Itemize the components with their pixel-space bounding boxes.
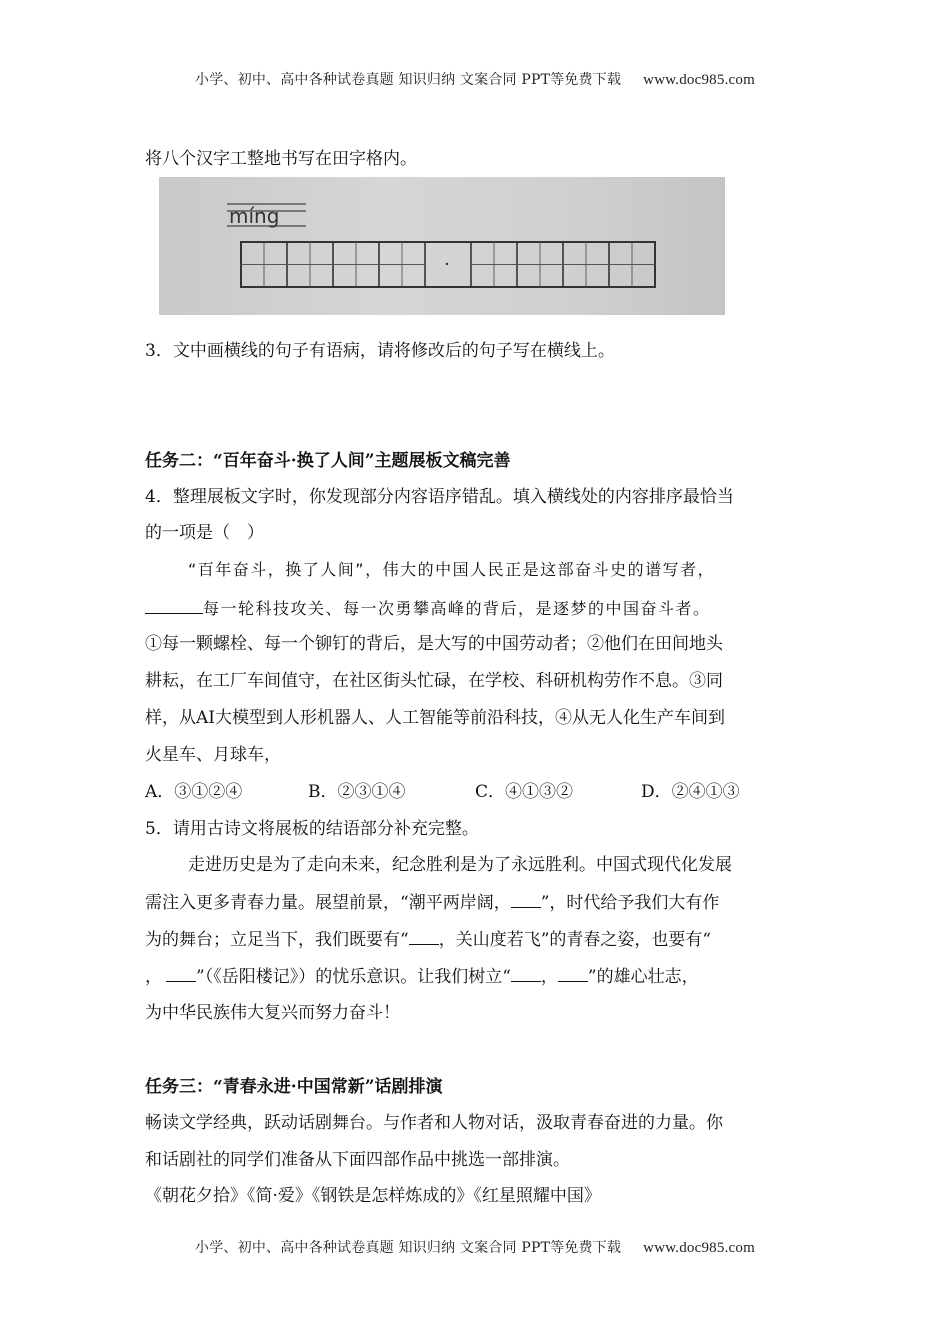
page-footer xyxy=(0,1237,950,1257)
answer-blank[interactable] xyxy=(558,964,588,982)
q4-options xyxy=(145,780,845,804)
answer-blank[interactable] xyxy=(145,596,203,614)
q5-line-4-text-d: ”的雄心壮志， xyxy=(587,967,699,987)
writing-grid xyxy=(159,177,725,315)
footer-text: 小学、初中、高中各种试卷真题 知识归纳 文案合同 PPT等免费下载 xyxy=(195,1240,622,1256)
grid-separator-dot: · xyxy=(444,254,450,275)
q5-line-4-text-b: ”（《岳阳楼记》）的忧乐意识。让我们树立“ xyxy=(196,967,511,987)
task2-title: 任务二：“百年奋斗·换了人间”主题展板文稿完善 xyxy=(145,451,511,471)
q5-line-3 xyxy=(145,927,711,952)
q4-line-1: 4．整理展板文字时，你发现部分内容语序错乱。填入横线处的内容排序最恰当 xyxy=(145,487,734,507)
items-line-1: ①每一颗螺栓、每一个铆钉的背后，是大写的中国劳动者；②他们在田间地头 xyxy=(145,634,723,654)
q5-line-2-text: 需注入更多青春力量。展望前景，“潮平两岸阔， xyxy=(145,893,511,913)
passage-line-2 xyxy=(145,596,711,621)
q5-line-4-text-a: ， xyxy=(145,967,162,987)
answer-blank[interactable] xyxy=(511,964,541,982)
header-text: 小学、初中、高中各种试卷真题 知识归纳 文案合同 PPT等免费下载 xyxy=(195,72,622,88)
question-3: 3．文中画横线的句子有语病，请将修改后的句子写在横线上。 xyxy=(145,341,615,361)
passage-line-2-text: 每一轮科技攻关、每一次勇攀高峰的背后，是逐梦的中国奋斗者。 xyxy=(203,599,711,618)
task3-line-2: 和话剧社的同学们准备从下面四部作品中挑选一部排演。 xyxy=(145,1150,570,1170)
q5-line-2-end: ”，时代给予我们大有作 xyxy=(540,893,720,913)
answer-blank[interactable] xyxy=(511,890,541,908)
writing-grid-photo xyxy=(159,177,725,315)
task3-title: 任务三：“青春永进·中国常新”话剧排演 xyxy=(145,1077,443,1097)
option-d[interactable]: D．②④①③ xyxy=(641,782,740,802)
q5-line-3-text-b: ，关山度若飞”的青春之姿，也要有“ xyxy=(438,930,712,950)
items-line-2: 耕耘，在工厂车间值守，在社区街头忙碌，在学校、科研机构劳作不息。③同 xyxy=(145,671,723,691)
answer-blank[interactable] xyxy=(409,927,439,945)
option-a[interactable]: A．③①②④ xyxy=(145,782,243,802)
q5-line-4-text-c: ， xyxy=(540,967,558,987)
q5-line-1: 走进历史是为了走向未来，纪念胜利是为了永远胜利。中国式现代化发展 xyxy=(188,855,732,875)
option-b[interactable]: B．②③①④ xyxy=(308,782,406,802)
task3-line-1: 畅读文学经典，跃动话剧舞台。与作者和人物对话，汲取青春奋进的力量。你 xyxy=(145,1113,723,1133)
items-line-3: 样，从AI大模型到人形机器人、人工智能等前沿科技，④从无人化生产车间到 xyxy=(145,708,725,728)
header-site[interactable]: www.doc985.com xyxy=(643,72,755,88)
page-header xyxy=(0,69,950,89)
answer-blank[interactable] xyxy=(166,964,196,982)
pinyin-text: míng xyxy=(229,204,280,228)
passage-line-1: “百年奋斗，换了人间”，伟大的中国人民正是这部奋斗史的谱写者， xyxy=(188,560,716,579)
footer-site[interactable]: www.doc985.com xyxy=(643,1240,755,1256)
question-5: 5．请用古诗文将展板的结语部分补充完整。 xyxy=(145,819,479,839)
intro-text: 将八个汉字工整地书写在田字格内。 xyxy=(145,149,417,169)
q5-line-5: 为中华民族伟大复兴而努力奋斗！ xyxy=(145,1003,400,1023)
q5-line-4 xyxy=(145,964,699,989)
items-line-4: 火星车、月球车， xyxy=(145,745,281,765)
option-c[interactable]: C．④①③② xyxy=(475,782,574,802)
q4-line-2: 的一项是（ ） xyxy=(145,523,264,543)
task3-books: 《朝花夕拾》《简·爱》《钢铁是怎样炼成的》《红星照耀中国》 xyxy=(145,1186,601,1206)
q5-line-2 xyxy=(145,890,719,915)
q5-line-3-text-a: 为的舞台；立足当下，我们既要有“ xyxy=(145,930,409,950)
